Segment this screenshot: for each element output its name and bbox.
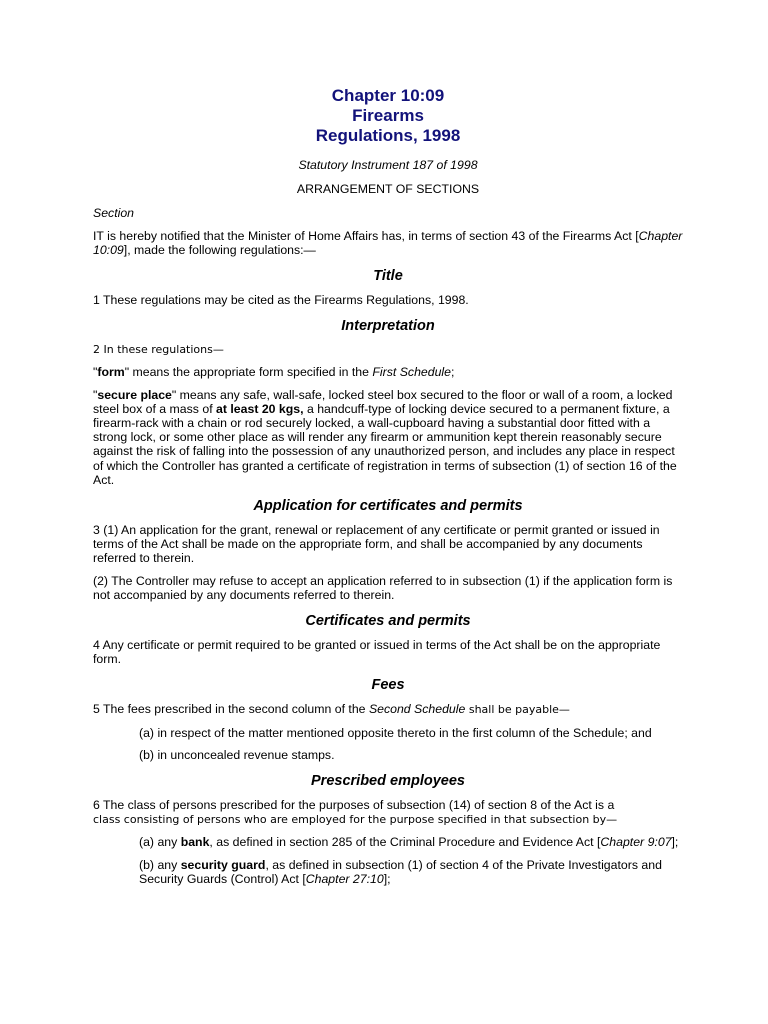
document-content [93,86,683,886]
chapter-heading: Chapter 10:09 [331,86,445,105]
definition-form: "form" means the appropriate form specified in the First Schedule; [93,365,455,380]
document-title [93,86,683,146]
statutory-instrument: Statutory Instrument 187 of 1998 [298,158,478,172]
section-label: Section [93,206,135,221]
heading-employees: Prescribed employees [311,773,465,790]
heading-fees: Fees [371,677,405,694]
section-5-item-a: (a) in respect of the matter mentioned opposite thereto in the first column of the Schedule; and [139,725,652,740]
title-line-1: Firearms [352,106,424,125]
intro-paragraph: IT is hereby notified that the Minister of Home Affairs has, in terms of section 43 of the Firearms Act [Chapter 10:09], made the following regulations:— [93,228,683,257]
section-4-text: 4 Any certificate or permit required to be granted or issued in terms of the Act shall be on the appropriate form. [93,638,661,667]
section-1-text: 1 These regulations may be cited as the Firearms Regulations, 1998. [93,293,469,308]
heading-title: Title [373,268,403,285]
section-6-item-b: (b) any security guard, as defined in subsection (1) of section 4 of the Private Investigators and Security Guards (Control) Act [Chapter 27:10]; [139,857,662,886]
definition-secure-place: "secure place" means any safe, wall-safe, locked steel box secured to the floor or wall of a room, a locked steel box of a mass of at least 20 kgs, a handcuff-type of locking device secured to a permanent fixture, a firearm-rack with a chain or rod securely locked, a wall-cupboard having a substantial door fitted with a strong lock, or some other place as will render any firearm or ammunition kept therein reasonably secure against the risk of falling into the possession of any unauthorized person, and includes any place in respect of which the Controller has granted a certificate of registration in terms of subsection (1) of section 16 of the Act. [93,387,677,487]
heading-certificates: Certificates and permits [305,613,471,630]
heading-interpretation: Interpretation [341,318,435,335]
section-5-item-b: (b) in unconcealed revenue stamps. [139,747,335,762]
arrangement-heading: ARRANGEMENT OF SECTIONS [296,182,480,197]
section-3-para-2: (2) The Controller may refuse to accept an application referred to in subsection (1) if the application form is not accompanied by any documents referred to therein. [93,573,673,602]
section-6-item-a: (a) any bank, as defined in section 285 of the Criminal Procedure and Evidence Act [Chapter 9:07]; [139,835,679,850]
heading-application: Application for certificates and permits [253,498,523,515]
section-6-lead: 6 The class of persons prescribed for the purposes of subsection (14) of section 8 of the Act is a class consisting of persons who are employed for the purpose specified in that subsection by— [93,798,618,827]
section-3-para-1: 3 (1) An application for the grant, renewal or replacement of any certificate or permit granted or issued in terms of the Act shall be made on the appropriate form, and shall be accompanied by any documents referred to therein. [93,523,660,566]
section-5-lead: 5 The fees prescribed in the second column of the Second Schedule shall be payable— [93,702,570,717]
section-2-lead: 2 In these regulations— [93,343,224,357]
title-line-2: Regulations, 1998 [315,126,461,145]
